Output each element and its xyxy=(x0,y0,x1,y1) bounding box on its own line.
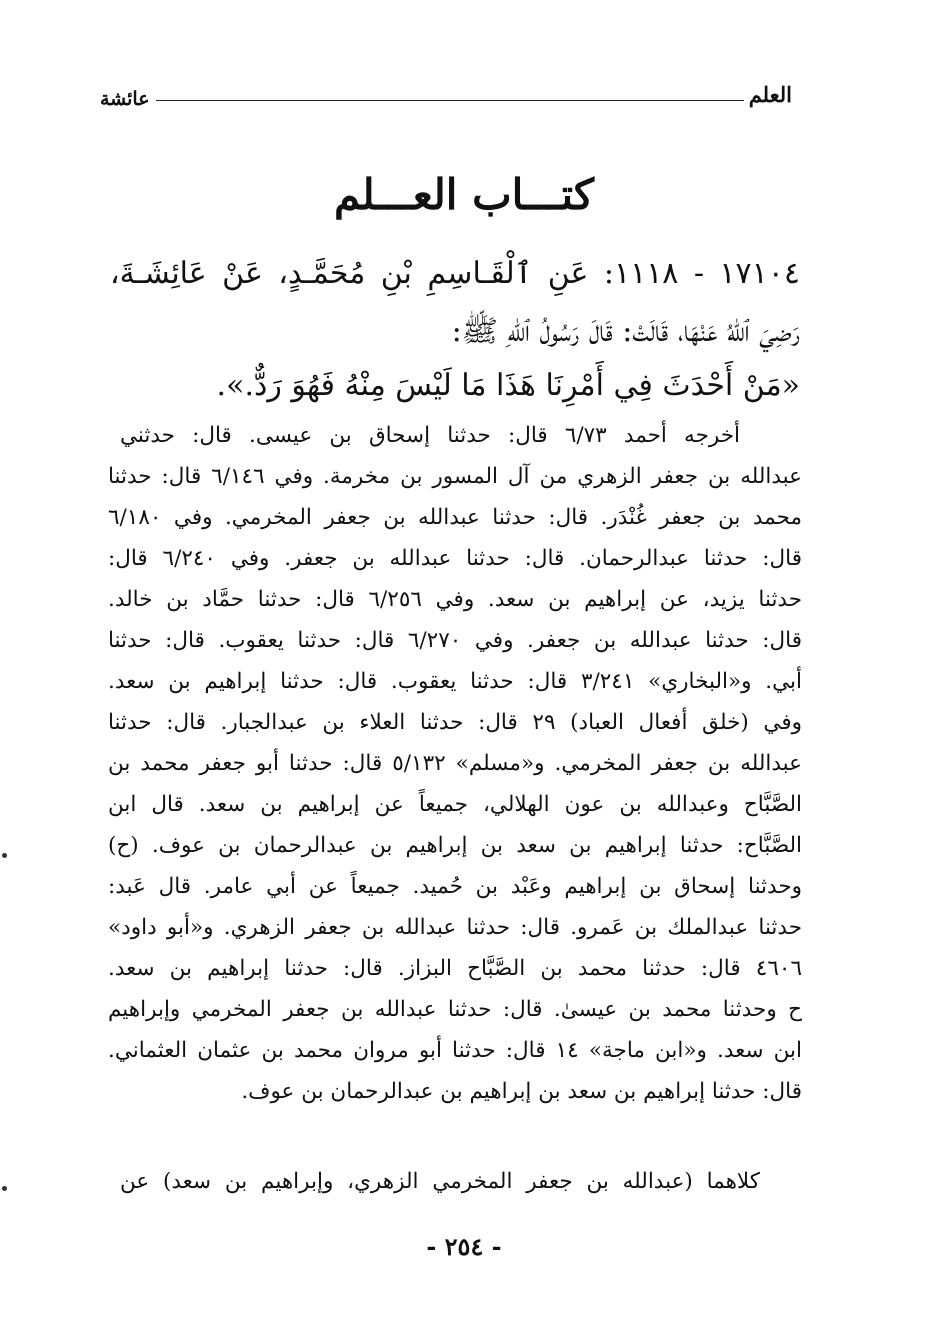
commentary-line: قال: حدثنا عبدالرحمان. قال: حدثنا عبدالله بن جعفر. وفي ٦/٢٤٠ قال: xyxy=(108,546,802,571)
commentary-line: محمد بن جعفر غُنْدَر. قال: حدثنا عبدالله بن جعفر المخرمي. وفي ٦/١٨٠ xyxy=(108,505,802,530)
commentary-line: وفي (خلق أفعال العباد) ٢٩ قال: حدثنا العلاء بن عبدالجبار. قال: حدثنا xyxy=(108,710,802,735)
commentary-line: عبدالله بن جعفر المخرمي. و«مسلم» ٥/١٣٢ قال: حدثنا أبو جعفر محمد بن xyxy=(108,751,802,776)
commentary-line: قال: حدثنا إبراهيم بن سعد بن إبراهيم بن عبدالرحمان بن عوف. xyxy=(241,1079,802,1104)
hadith-line: رَضِيَ ٱللهُ عَنْهَا، قَالَتْ: قَالَ رَسُولُ ٱللهِ ﷺ: xyxy=(451,314,800,349)
header-narrator: عائشة xyxy=(100,88,150,110)
margin-mark xyxy=(2,853,7,858)
margin-mark xyxy=(2,1186,7,1191)
commentary-line: أخرجه أحمد ٦/٧٣ قال: حدثنا إسحاق بن عيسى. قال: حدثني xyxy=(120,423,740,448)
commentary-line: عبدالله بن جعفر الزهري من آل المسور بن مخرمة. وفي ٦/١٤٦ قال: حدثنا xyxy=(108,464,802,489)
commentary-line: ابن سعد. و«ابن ماجة» ١٤ قال: حدثنا أبو مروان محمد بن عثمان العثماني. xyxy=(108,1038,802,1063)
header-rule xyxy=(156,100,744,101)
commentary-line: وحدثنا إسحاق بن إبراهيم وعَبْد بن حُميد. جميعاً عن أبي عامر. قال عَبد: xyxy=(108,874,802,899)
commentary-line: ح وحدثنا محمد بن عيسىٰ. قال: حدثنا عبدالله بن جعفر المخرمي وإبراهيم xyxy=(108,997,802,1022)
page-number: - ٢٥٤ - xyxy=(426,1232,502,1261)
commentary-line: الصَّبَّاح وعبدالله بن عون الهلالي، جميعاً عن إبراهيم بن سعد. قال ابن xyxy=(108,792,802,817)
running-header xyxy=(100,82,792,112)
commentary-line: أبي. و«البخاري» ٣/٢٤١ قال: حدثنا يعقوب. قال: حدثنا إبراهيم بن سعد. xyxy=(108,669,802,694)
hadith-line: ١٧١٠٤ - ١١١٨: عَنِ ٱلْقَـاسِمِ بْنِ مُحَمَّـدٍ، عَنْ عَائِشَـةَ، xyxy=(110,256,800,291)
hadith-line: «مَنْ أَحْدَثَ فِي أَمْرِنَا هَذَا مَا لَيْسَ مِنْهُ فَهُوَ رَدٌّ.». xyxy=(216,368,800,403)
commentary-line: قال: حدثنا عبدالله بن جعفر. وفي ٦/٢٧٠ قال: حدثنا يعقوب. قال: حدثنا xyxy=(108,628,802,653)
commentary-line: ٤٦٠٦ قال: حدثنا محمد بن الصَّبَّاح البزاز. قال: حدثنا إبراهيم بن سعد. xyxy=(108,956,802,981)
commentary-line: الصَّبَّاح: حدثنا إبراهيم بن سعد بن إبراهيم بن عبدالرحمان بن عوف. (ح) xyxy=(108,833,802,858)
commentary-line: حدثنا يزيد، عن إبراهيم بن سعد. وفي ٦/٢٥٦ قال: حدثنا حمَّاد بن خالد. xyxy=(108,587,802,612)
commentary-line: حدثنا عبدالملك بن عَمرو. قال: حدثنا عبدالله بن جعفر الزهري. و«أبو داود» xyxy=(108,915,802,940)
commentary-line: كلاهما (عبدالله بن جعفر المخرمي الزهري، وإبراهيم بن سعد) عن xyxy=(120,1169,760,1194)
header-chapter: العلم xyxy=(748,82,792,107)
chapter-title: كتـــاب العـــلم xyxy=(333,170,595,219)
